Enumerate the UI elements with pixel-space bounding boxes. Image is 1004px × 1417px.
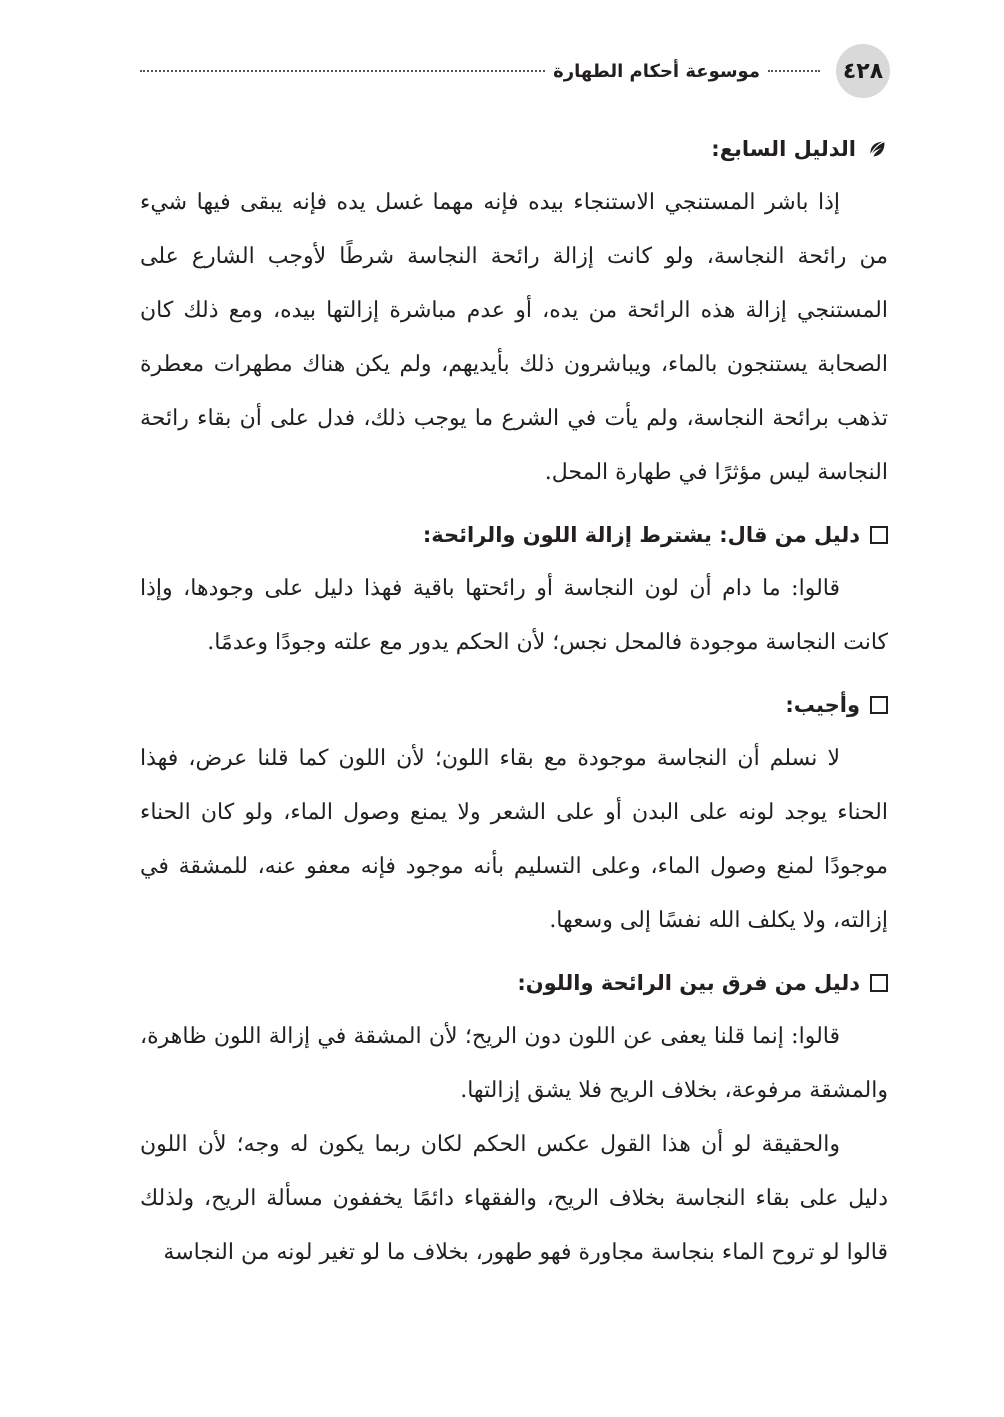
page-number: ٤٢٨	[836, 44, 890, 98]
paragraph: قالوا: إنما قلنا يعفى عن اللون دون الريح؛ لأن المشقة في إزالة اللون ظاهرة، والمشقة مرفوعة، بخلاف الريح فلا يشق إزالتها.	[140, 1024, 888, 1103]
square-bullet-icon	[870, 526, 888, 544]
section-heading-smell-vs-color	[140, 956, 888, 1010]
square-bullet-icon	[870, 696, 888, 714]
paragraph: والحقيقة لو أن هذا القول عكس الحكم لكان ربما يكون له وجه؛ لأن اللون دليل على بقاء النجاسة بخلاف الريح، والفقهاء دائمًا يخففون مسألة الريح، ولذلك قالوا لو تروح الماء بنجاسة مجاورة فهو طهور، بخلاف ما لو تغير لونه من النجاسة	[140, 1132, 888, 1265]
page-body	[140, 118, 888, 1280]
section-heading-text: دليل من قال: يشترط إزالة اللون والرائحة:	[422, 523, 860, 547]
square-bullet-icon	[870, 974, 888, 992]
section-heading-text: دليل من فرق بين الرائحة واللون:	[517, 971, 860, 995]
dotted-rule-left	[140, 70, 545, 72]
dotted-rule-right	[768, 70, 820, 72]
section-heading-text: وأجيب:	[785, 693, 860, 717]
page-header	[140, 44, 890, 100]
paragraph: قالوا: ما دام أن لون النجاسة أو رائحتها باقية فهذا دليل على وجودها، وإذا كانت النجاسة موجودة فالمحل نجس؛ لأن الحكم يدور مع علته وجودًا وعدمًا.	[140, 576, 888, 655]
running-title	[140, 58, 820, 84]
section-heading-color-and-smell	[140, 508, 888, 562]
paragraph: لا نسلم أن النجاسة موجودة مع بقاء اللون؛ لأن اللون كما قلنا عرض، فهذا الحناء يوجد لونه على البدن أو على الشعر ولا يمنع وصول الماء، ولو كان الحناء موجودًا لمنع وصول الماء، وعلى التسليم بأنه موجود فإنه معفو عنه، للمشقة في إزالته، ولا يكلف الله نفسًا إلى وسعها.	[140, 746, 888, 933]
paragraph: إذا باشر المستنجي الاستنجاء بيده فإنه مهما غسل يده فإنه يبقى فيها شيء من رائحة النجاسة، ولو كانت إزالة رائحة النجاسة شرطًا لأوجب الشارع على المستنجي إزالة هذه الرائحة من يده، أو عدم مباشرة إزالتها بيده، ومع ذلك كان الصحابة يستنجون بالماء، ويباشرون ذلك بأيديهم، ولم يكن هناك مطهرات معطرة تذهب برائحة النجاسة، ولم يأت في الشرع ما يوجب ذلك، فدل على أن بقاء رائحة النجاسة ليس مؤثرًا في طهارة المحل.	[140, 190, 888, 485]
leaf-bullet-icon	[866, 138, 888, 160]
section-heading-response	[140, 678, 888, 732]
section-heading-text: الدليل السابع:	[711, 137, 856, 161]
book-title: موسوعة أحكام الطهارة	[553, 60, 760, 82]
section-heading-seventh-evidence	[140, 122, 888, 176]
